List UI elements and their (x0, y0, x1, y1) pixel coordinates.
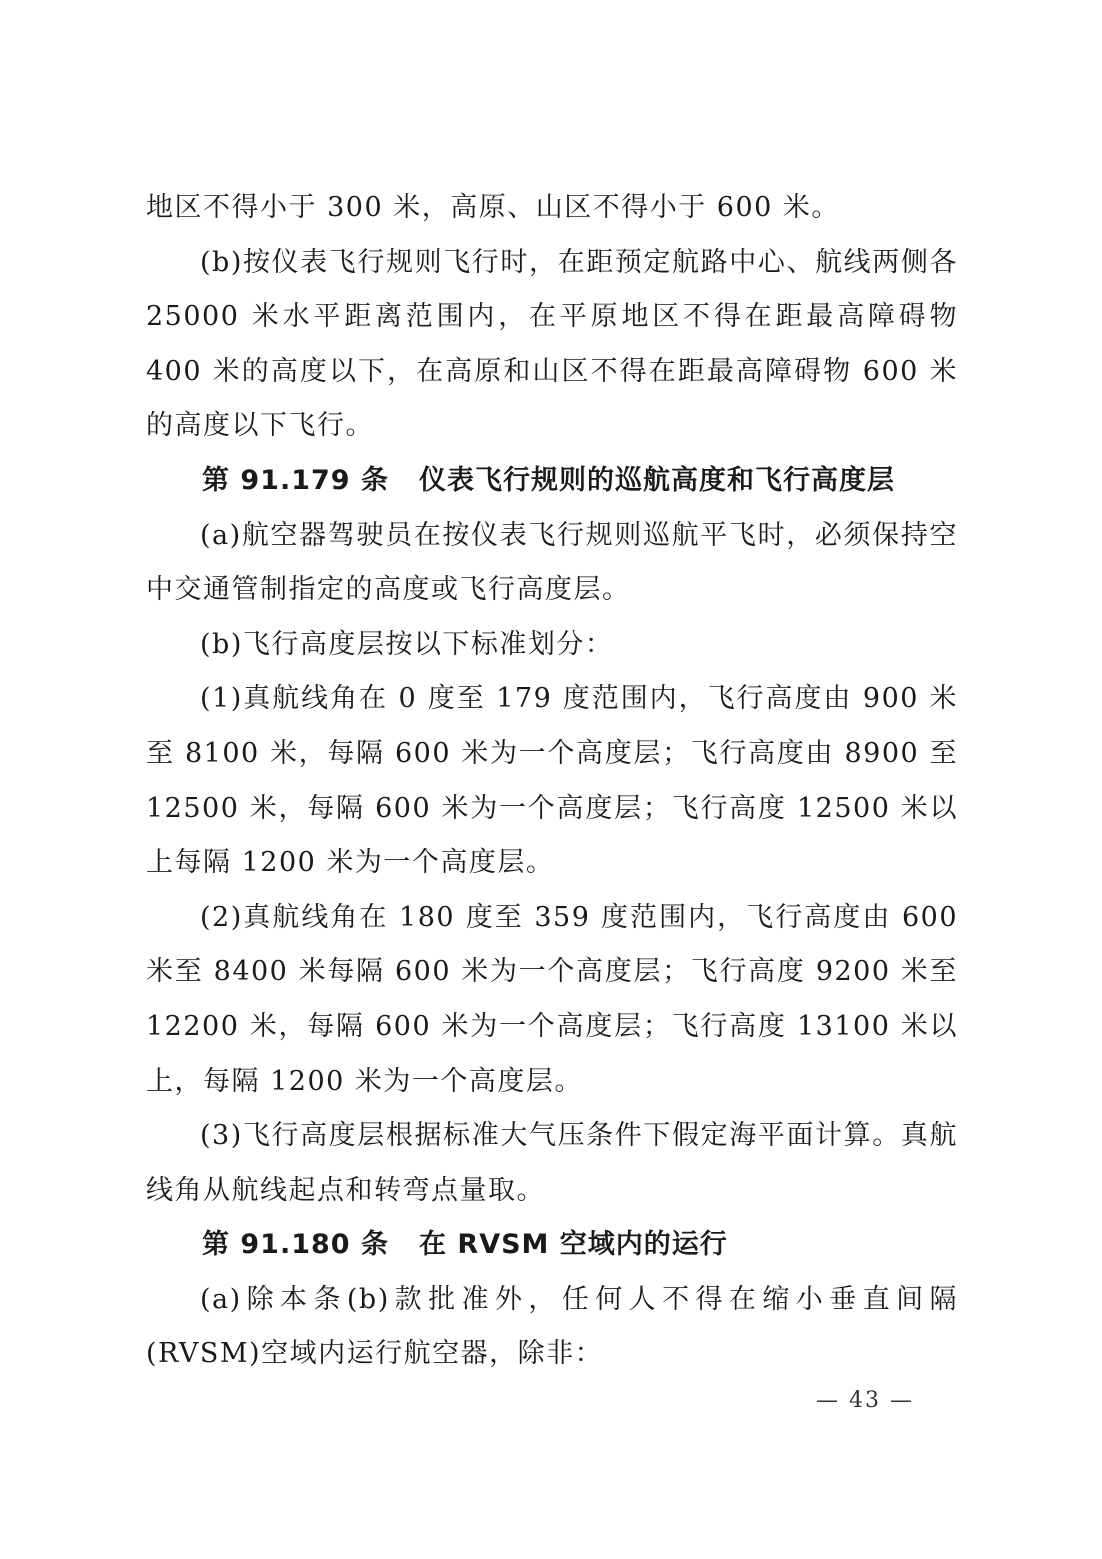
article-heading-91-180 (146, 1218, 958, 1273)
article-title: 在 RVSM 空域内的运行 (419, 1229, 728, 1261)
paragraph-a-cruise-altitude: (a)航空器驾驶员在按仪表飞行规则巡航平飞时，必须保持空中交通管制指定的高度或飞行高度层。 (146, 519, 958, 606)
article-title: 仪表飞行规则的巡航高度和飞行高度层 (419, 464, 895, 496)
paragraph-a-rvsm: (a)除本条(b)款批准外，任何人不得在缩小垂直间隔(RVSM)空域内运行航空器，除非： (146, 1283, 958, 1370)
paragraph-b-flight-levels: (b)飞行高度层按以下标准划分： (200, 628, 614, 660)
paragraph-3-level-basis: (3)飞行高度层根据标准大气压条件下假定海平面计算。真航线角从航线起点和转弯点量取。 (146, 1120, 958, 1206)
article-number: 第 91.180 条 (202, 1229, 389, 1261)
paragraph-b-ifr-min-altitude: (b)按仪表飞行规则飞行时，在距预定航路中心、航线两侧各 25000 米水平距离范围内，在平原地区不得在距最高障碍物 400 米的高度以下，在高原和山区不得在距最高障碍物 600 米的高度以下飞行。 (146, 246, 958, 442)
page-number: — 43 — (816, 1388, 914, 1413)
article-number: 第 91.179 条 (202, 464, 389, 496)
article-heading-91-179 (146, 454, 958, 509)
paragraph-1-east-levels: (1)真航线角在 0 度至 179 度范围内，飞行高度由 900 米至 8100 米，每隔 600 米为一个高度层；飞行高度由 8900 至 12500 米，每隔 600 米为一个高度层；飞行高度 12500 米以上每隔 1200 米为一个高度层。 (146, 683, 958, 879)
document-body (146, 181, 958, 1382)
paragraph-2-west-levels: (2)真航线角在 180 度至 359 度范围内，飞行高度由 600 米至 8400 米每隔 600 米为一个高度层；飞行高度 9200 米至 12200 米，每隔 600 米为一个高度层；飞行高度 13100 米以上，每隔 1200 米为一个高度层。 (146, 901, 958, 1097)
paragraph-continuation: 地区不得小于 300 米，高原、山区不得小于 600 米。 (146, 192, 840, 223)
